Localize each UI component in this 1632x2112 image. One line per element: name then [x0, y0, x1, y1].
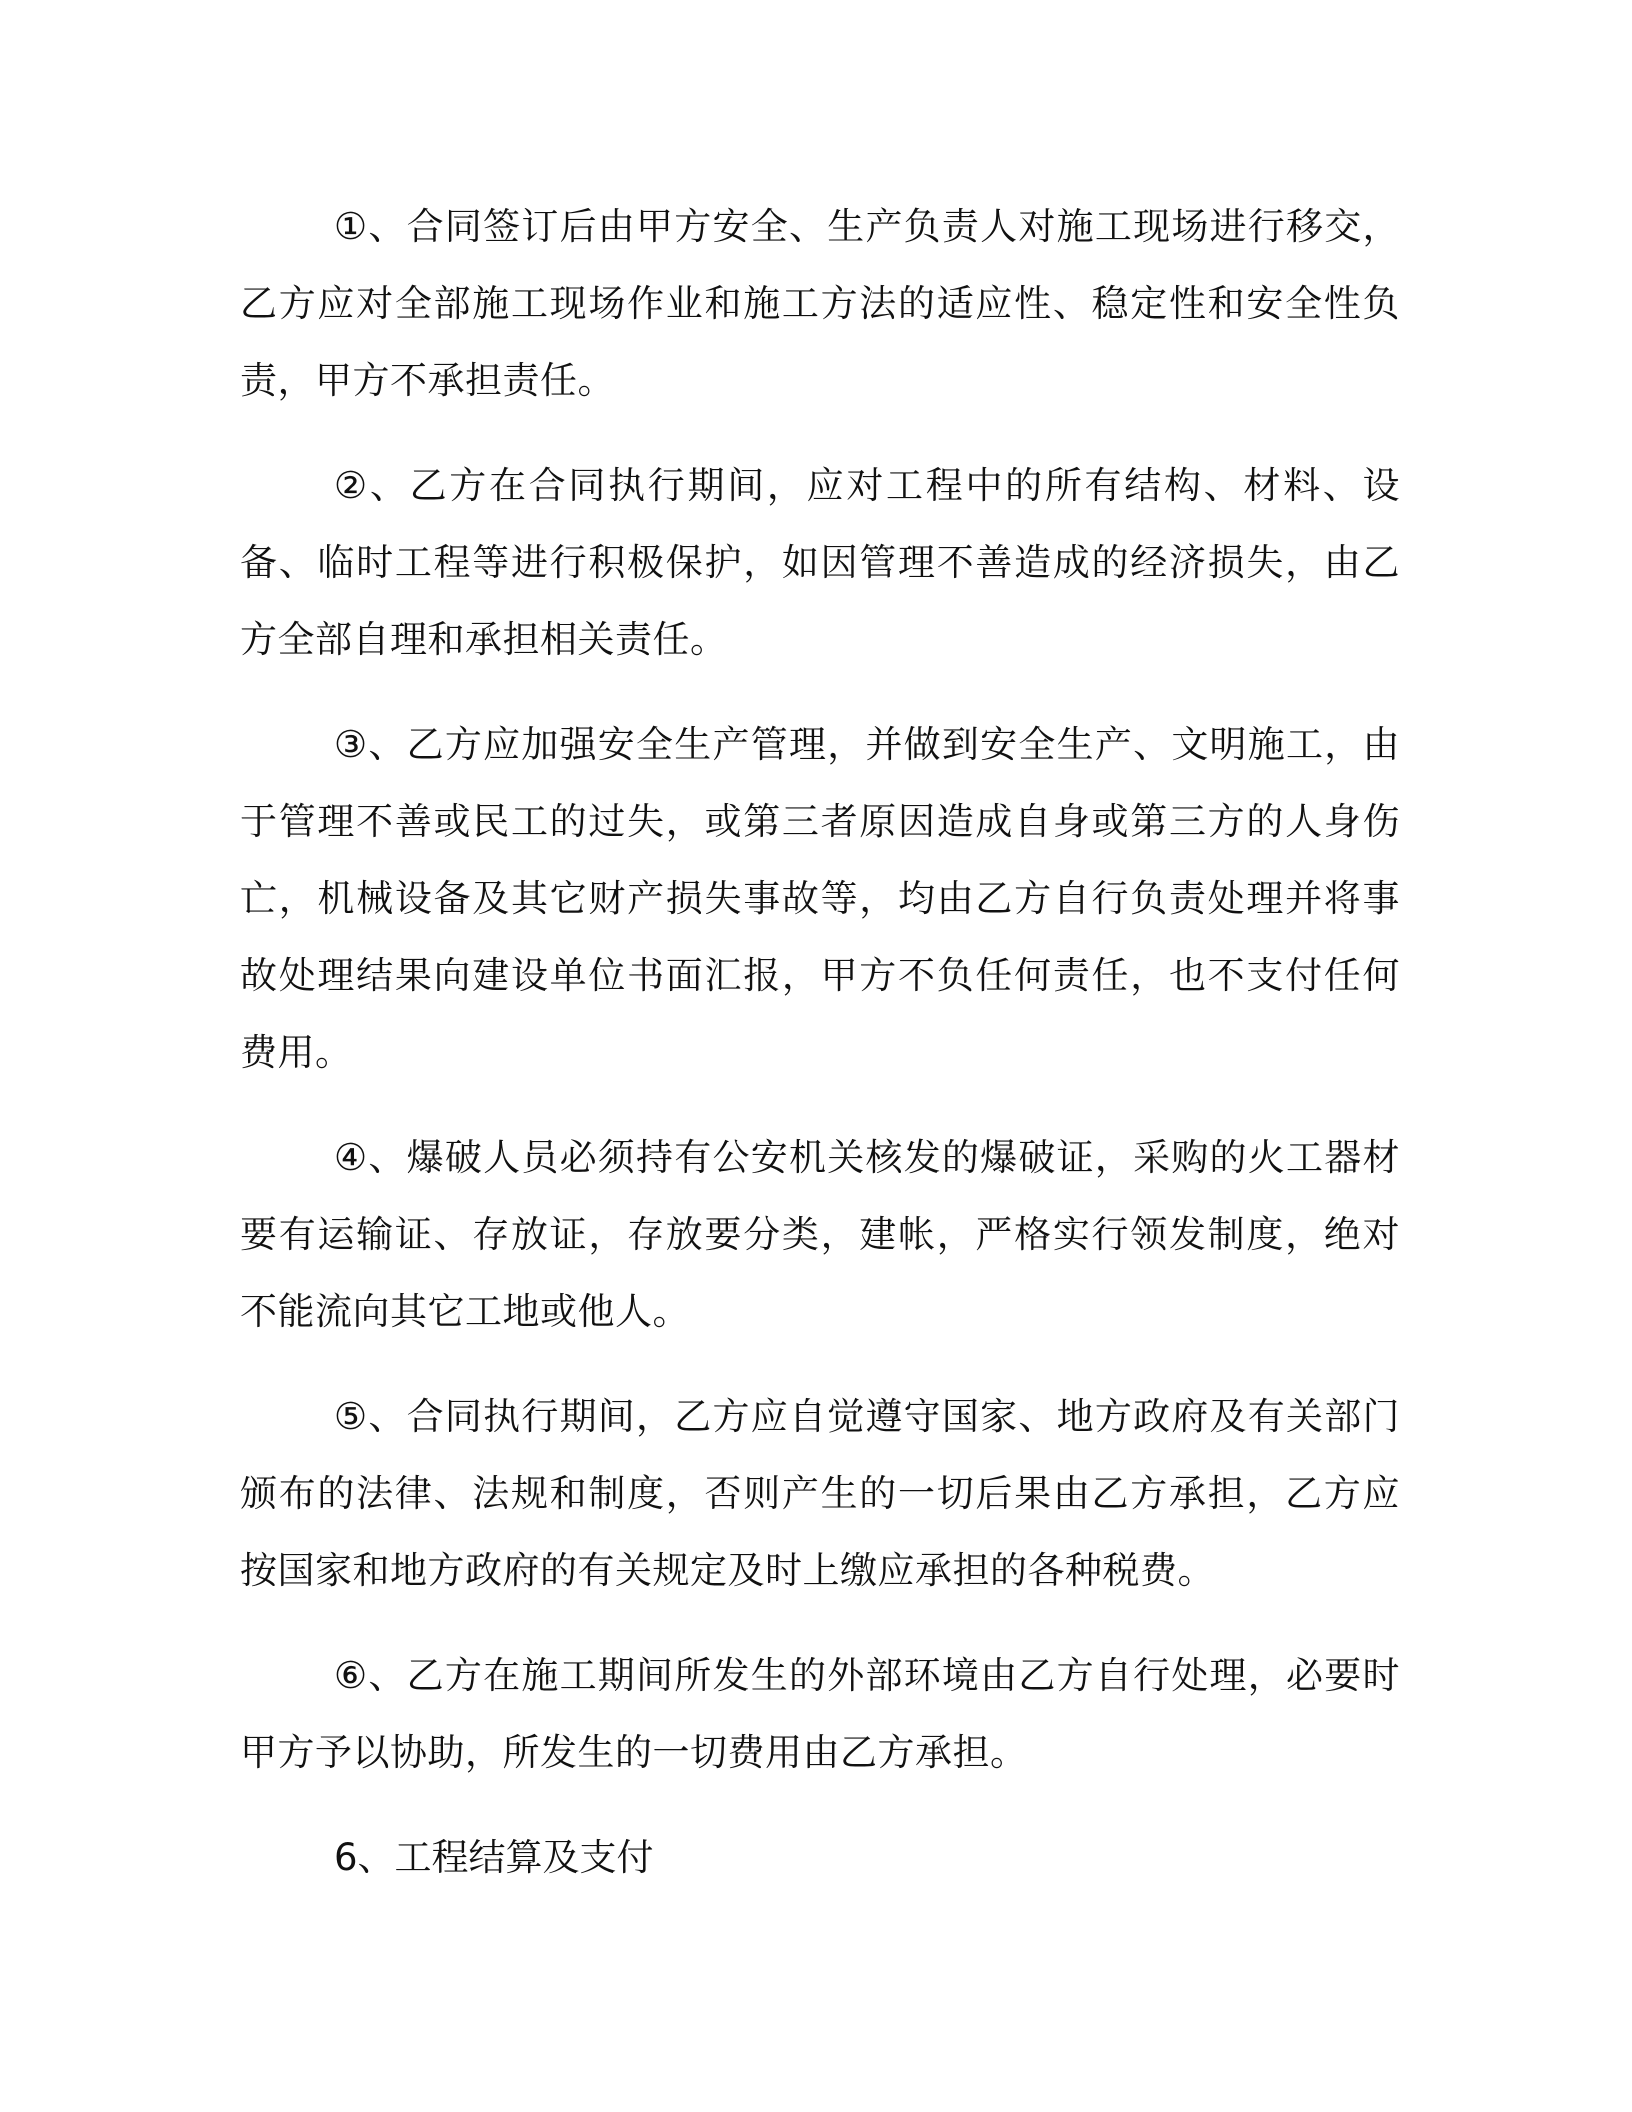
section-heading: 6、工程结算及支付	[334, 1836, 654, 1879]
clause-5: ⑤、合同执行期间，乙方应自觉遵守国家、地方政府及有关部门颁布的法律、法规和制度，否则产生的一切后果由乙方承担，乙方应按国家和地方政府的有关规定及时上缴应承担的各种税费。	[240, 1395, 1400, 1592]
document-page	[240, 188, 1400, 1896]
clause-3: ③、乙方应加强安全生产管理，并做到安全生产、文明施工，由于管理不善或民工的过失，或第三者原因造成自身或第三方的人身伤亡，机械设备及其它财产损失事故等，均由乙方自行负责处理并将事故处理结果向建设单位书面汇报，甲方不负任何责任，也不支付任何费用。	[240, 723, 1400, 1074]
clause-1: ①、合同签订后由甲方安全、生产负责人对施工现场进行移交，乙方应对全部施工现场作业和施工方法的适应性、稳定性和安全性负责，甲方不承担责任。	[240, 205, 1400, 402]
clause-6: ⑥、乙方在施工期间所发生的外部环境由乙方自行处理，必要时甲方予以协助，所发生的一切费用由乙方承担。	[240, 1654, 1400, 1774]
clause-2: ②、乙方在合同执行期间，应对工程中的所有结构、材料、设备、临时工程等进行积极保护，如因管理不善造成的经济损失，由乙方全部自理和承担相关责任。	[240, 464, 1400, 661]
clause-4: ④、爆破人员必须持有公安机关核发的爆破证，采购的火工器材要有运输证、存放证，存放要分类，建帐，严格实行领发制度，绝对不能流向其它工地或他人。	[240, 1136, 1400, 1333]
